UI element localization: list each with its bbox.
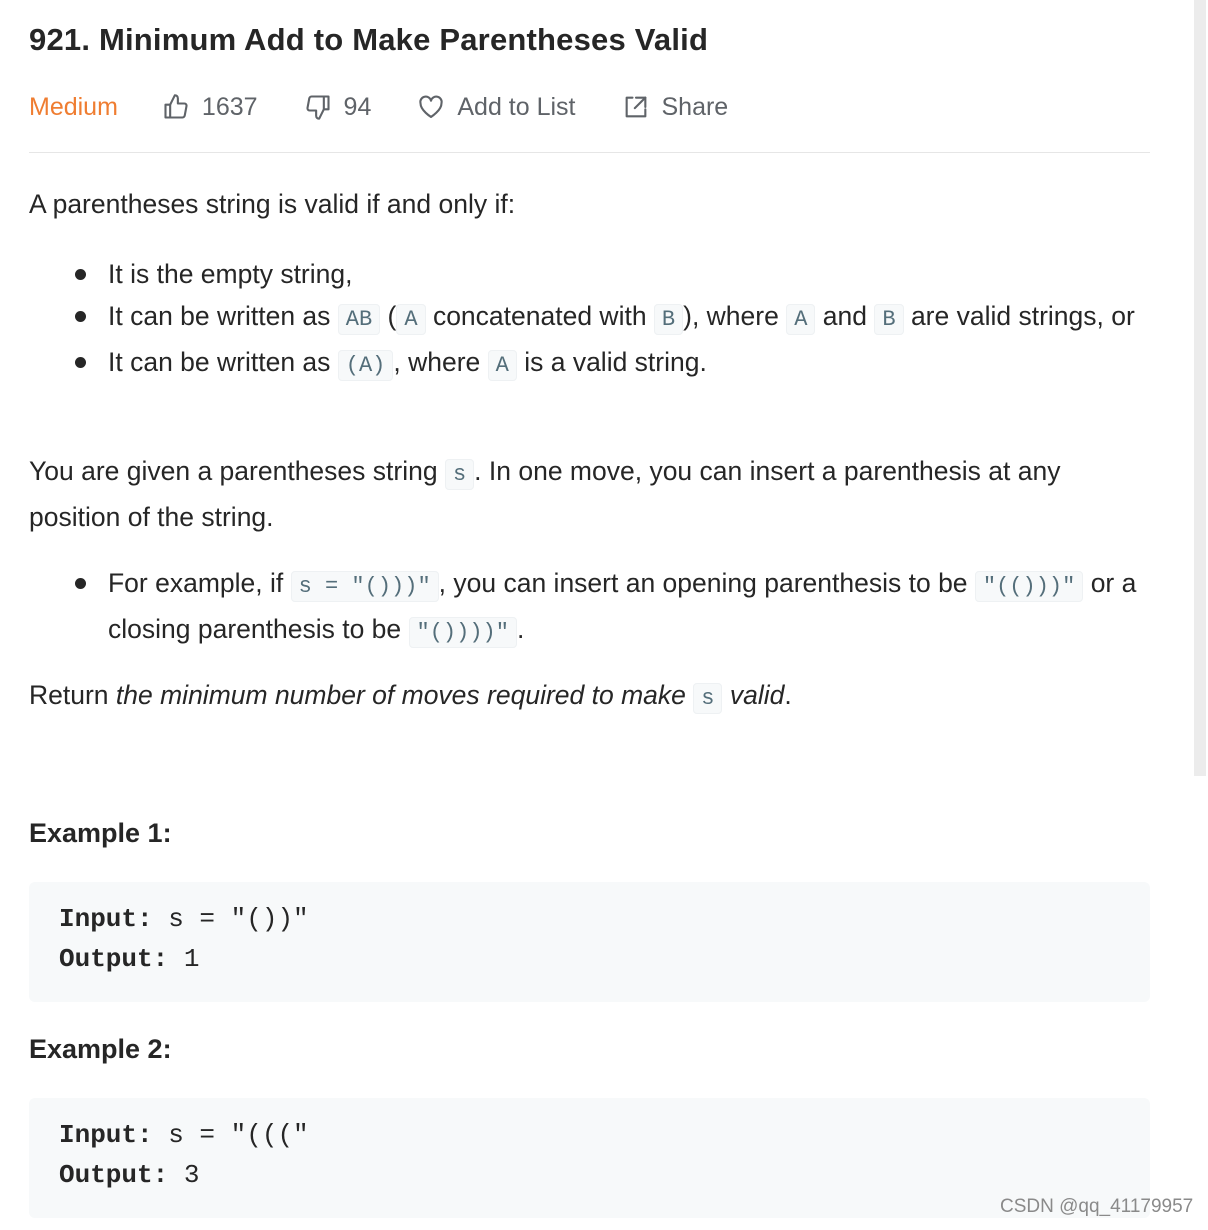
return-text: Return the minimum number of moves required to make s valid. (29, 674, 1154, 720)
inline-code: B (654, 304, 683, 335)
example-1-title: Example 1: (29, 818, 172, 848)
inline-code: "())))" (409, 617, 517, 648)
like-button[interactable] (162, 93, 258, 122)
watermark: CSDN @qq_41179957 (1000, 1196, 1194, 1217)
validity-rules-list (29, 253, 1139, 387)
inline-code: A (786, 304, 815, 335)
list-item: It can be written as AB ( A concatenated with B ), where A and B are valid strings, or (29, 295, 1139, 341)
problem-meta-bar (29, 88, 1150, 126)
difficulty-badge: Medium (29, 92, 118, 121)
inline-code: B (874, 304, 903, 335)
thumbs-down-icon (304, 93, 332, 121)
inline-code: s (445, 459, 474, 490)
example-1-input: Input: s = "())" (59, 904, 309, 934)
example-2-output: Output: 3 (59, 1160, 200, 1190)
list-item: It is the empty string, (29, 253, 1139, 295)
example-bullet-list (29, 562, 1139, 654)
dislike-count: 94 (343, 92, 372, 121)
inline-code: s = "()))" (291, 571, 439, 602)
scrollbar-thumb[interactable] (1194, 0, 1206, 776)
list-item: For example, if s = "()))" , you can insert an opening parenthesis to be "(()))" or a closing parenthesis to be "())))" . (29, 562, 1139, 654)
inline-code: A (396, 304, 425, 335)
add-to-list-label: Add to List (457, 92, 576, 121)
like-count: 1637 (201, 92, 258, 121)
add-to-list-button[interactable] (417, 93, 575, 122)
inline-code: (A) (338, 350, 394, 381)
inline-code: "(()))" (975, 571, 1083, 602)
list-item: It can be written as (A) , where A is a valid string. (29, 341, 1139, 387)
given-text: You are given a parentheses string s . In one move, you can insert a parenthesis at any position of the string. (29, 456, 1061, 532)
example-2-input: Input: s = "(((" (59, 1120, 309, 1150)
heart-icon (417, 93, 445, 121)
dislike-button[interactable] (304, 93, 372, 122)
share-label: Share (661, 92, 729, 121)
share-icon (622, 93, 650, 121)
example-2-block (29, 1098, 1150, 1218)
share-button[interactable] (622, 93, 729, 122)
example-1-block (29, 882, 1150, 1002)
example-1-output: Output: 1 (59, 944, 200, 974)
inline-code: AB (338, 304, 380, 335)
header-divider (29, 152, 1150, 153)
inline-code: s (693, 683, 722, 714)
thumbs-up-icon (162, 93, 190, 121)
example-2-title: Example 2: (29, 1034, 172, 1064)
intro-text: A parentheses string is valid if and only if: (29, 189, 516, 219)
page-title: 921. Minimum Add to Make Parentheses Valid (29, 22, 709, 57)
inline-code: A (488, 350, 517, 381)
